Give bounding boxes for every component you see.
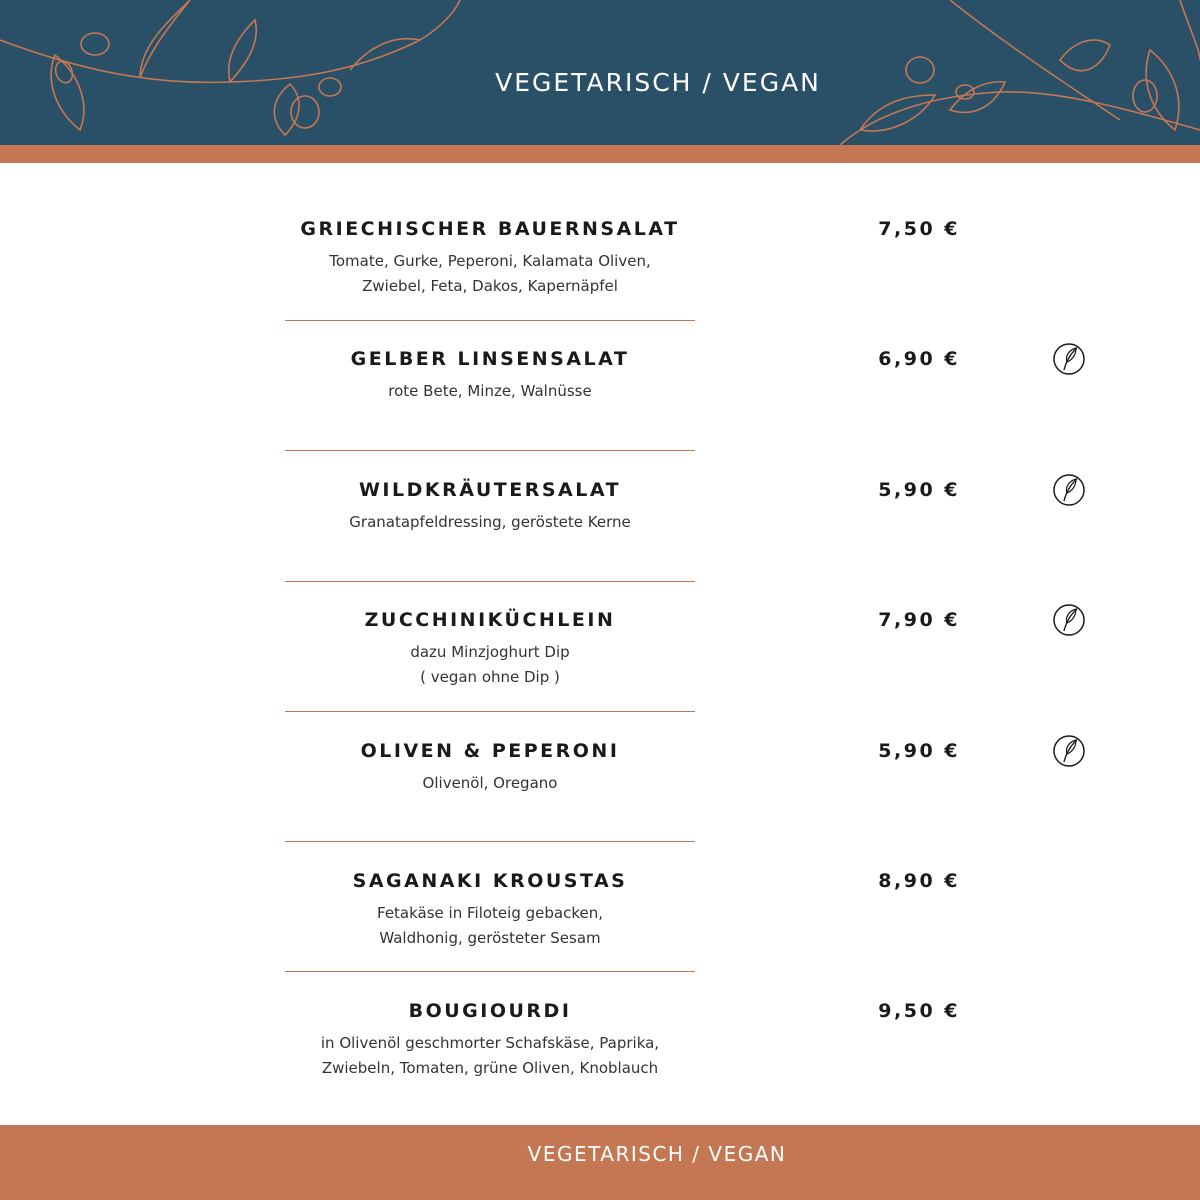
item-price: 5,90 € bbox=[878, 479, 960, 501]
item-description bbox=[290, 249, 690, 299]
vegan-leaf-icon bbox=[1052, 603, 1086, 637]
item-price: 5,90 € bbox=[878, 740, 960, 762]
page-title: VEGETARISCH / VEGAN bbox=[495, 68, 821, 97]
item-name: GRIECHISCHER BAUERNSALAT bbox=[300, 218, 680, 240]
divider bbox=[285, 711, 695, 712]
description-line: Granatapfeldressing, geröstete Kerne bbox=[349, 513, 631, 531]
description-line: ( vegan ohne Dip ) bbox=[420, 668, 560, 686]
item-price: 7,50 € bbox=[878, 218, 960, 240]
item-name: SAGANAKI KROUSTAS bbox=[352, 870, 628, 892]
item-name: GELBER LINSENSALAT bbox=[350, 348, 630, 370]
item-name: ZUCCHINIKÜCHLEIN bbox=[364, 609, 616, 631]
item-price: 7,90 € bbox=[878, 609, 960, 631]
description-line: Olivenöl, Oregano bbox=[422, 774, 558, 792]
item-price: 6,90 € bbox=[878, 348, 960, 370]
header-accent-band bbox=[0, 145, 1200, 163]
item-description bbox=[290, 901, 690, 951]
description-line: dazu Minzjoghurt Dip bbox=[410, 643, 570, 661]
item-name: OLIVEN & PEPERONI bbox=[360, 740, 620, 762]
vegan-leaf-icon bbox=[1052, 734, 1086, 768]
item-description bbox=[290, 510, 690, 535]
divider bbox=[285, 841, 695, 842]
description-line: Fetakäse in Filoteig gebacken, bbox=[377, 904, 603, 922]
item-description bbox=[290, 379, 690, 404]
description-line: rote Bete, Minze, Walnüsse bbox=[388, 382, 592, 400]
divider bbox=[285, 971, 695, 972]
divider bbox=[285, 581, 695, 582]
divider bbox=[285, 320, 695, 321]
description-line: Zwiebel, Feta, Dakos, Kapernäpfel bbox=[362, 277, 618, 295]
vegan-leaf-icon bbox=[1052, 473, 1086, 507]
vegan-leaf-icon bbox=[1052, 342, 1086, 376]
item-name: BOUGIOURDI bbox=[408, 1000, 572, 1022]
footer-title: VEGETARISCH / VEGAN bbox=[527, 1142, 787, 1166]
footer-banner bbox=[0, 1125, 1200, 1200]
header-banner bbox=[0, 0, 1200, 145]
item-description bbox=[290, 771, 690, 796]
item-price: 8,90 € bbox=[878, 870, 960, 892]
description-line: Tomate, Gurke, Peperoni, Kalamata Oliven, bbox=[329, 252, 651, 270]
description-line: Zwiebeln, Tomaten, grüne Oliven, Knoblauch bbox=[321, 1059, 659, 1077]
description-line: Waldhonig, gerösteter Sesam bbox=[379, 929, 601, 947]
item-description bbox=[290, 1031, 690, 1081]
item-name: WILDKRÄUTERSALAT bbox=[358, 479, 622, 501]
item-price: 9,50 € bbox=[878, 1000, 960, 1022]
description-line: in Olivenöl geschmorter Schafskäse, Paprika, bbox=[320, 1034, 660, 1052]
divider bbox=[285, 450, 695, 451]
item-description bbox=[290, 640, 690, 690]
